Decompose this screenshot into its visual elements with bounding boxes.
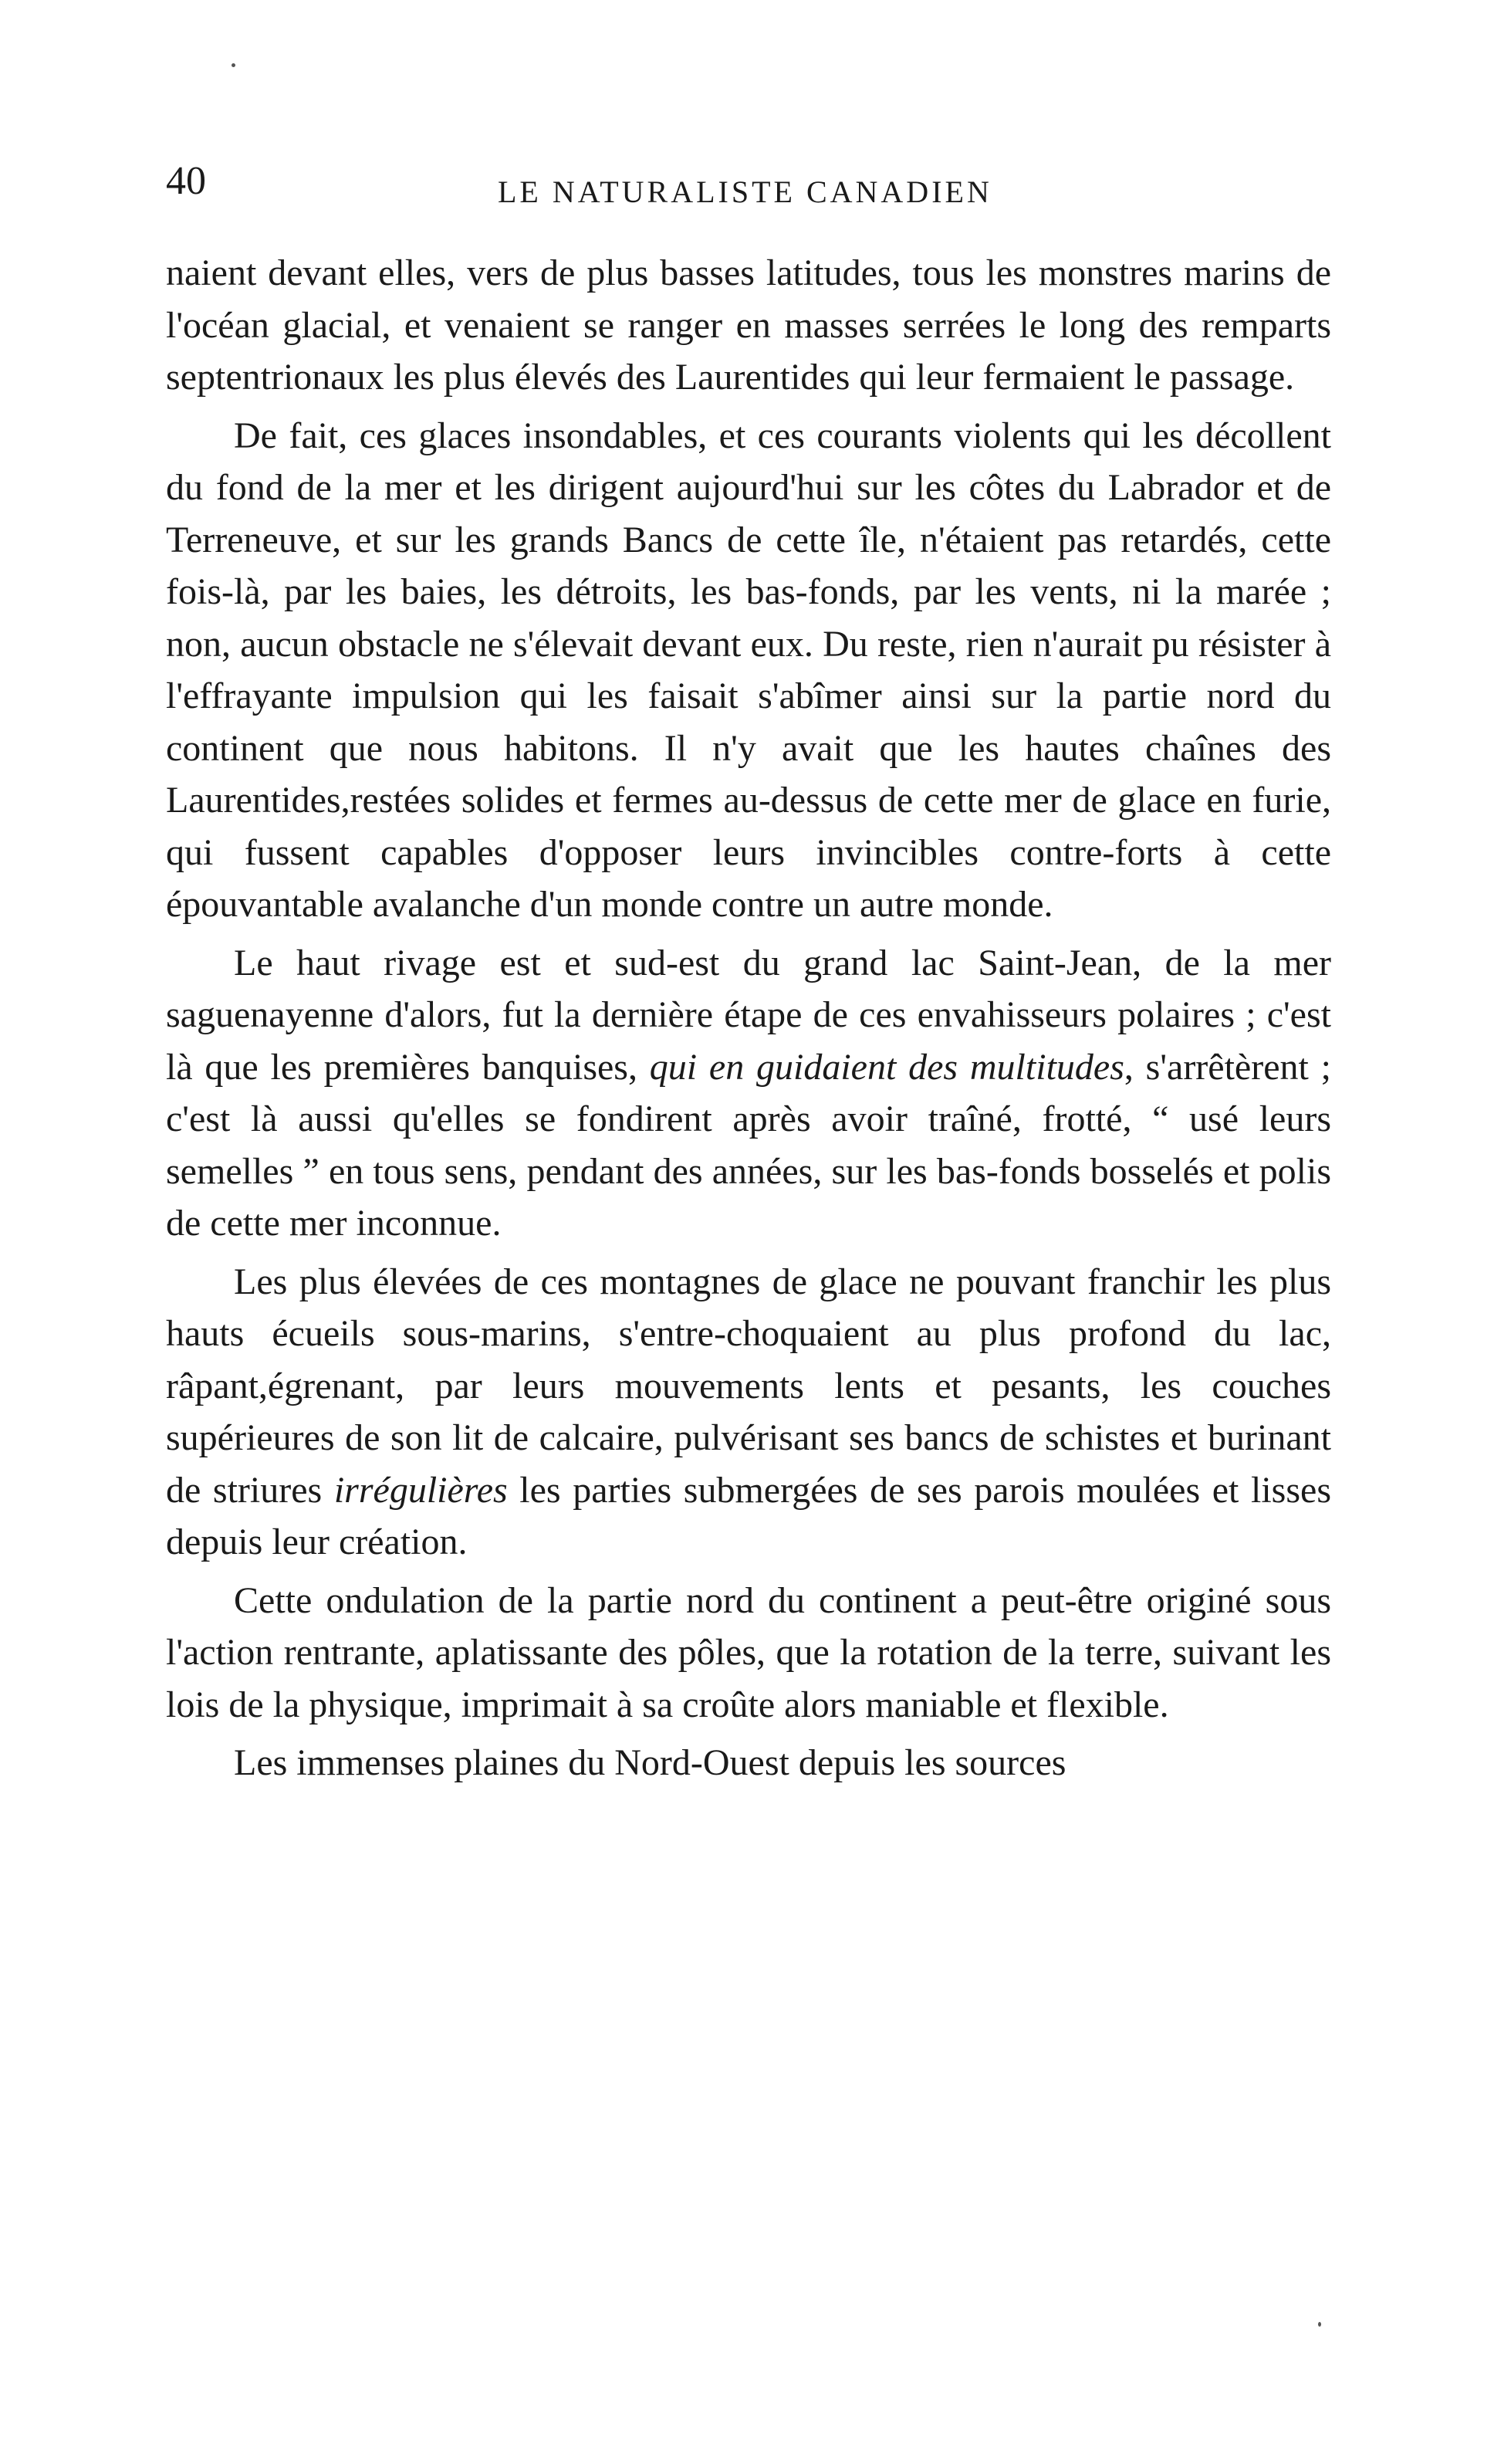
paragraph-text: De fait, ces glaces insondables, et ces courants violents qui les décollent du fond de la mer et les dirigent aujourd'hui sur les côtes du Labrador et de Terreneuve, et sur les grands Bancs de cette île, n'étaient pas retardés, cette fois-là, par les baies, les détroits, les bas-fonds, par les vents, ni la marée ; non, aucun obstacle ne s'élevait devant eux. Du reste, rien n'aurait pu résister à l'effrayante impulsion qui les faisait s'abîmer ainsi sur la partie nord du continent que nous habitons. Il n'y avait que les hautes chaînes des Laurentides,restées solides et fermes au-dessus de cette mer de glace en furie, qui fussent capables d'opposer leurs invincibles contre-forts à cette épouvantable avalanche d'un monde contre un autre monde. <box>166 415 1331 925</box>
paragraph-text: Cette ondulation de la partie nord du continent a peut-être originé sous l'action rentrante, aplatissante des pôles, que la rotation de la terre, suivant les lois de la physique, imprimait à sa croûte alors maniable et flexible. <box>166 1579 1331 1725</box>
paragraph-text: Les immenses plaines du Nord-Ouest depuis les sources <box>234 1742 1066 1783</box>
paragraph <box>166 410 1331 931</box>
italic-text: qui en guidaient des multitudes <box>649 1046 1124 1088</box>
paragraph <box>166 1575 1331 1731</box>
paragraph-text: , s'arrêtèrent ; c'est là aussi qu'elles se fondirent après avoir traîné, frotté, “ usé leurs semelles ” en tous sens, pendant des années, sur les bas-fonds bosselés et polis de cette mer inconnue. <box>166 1046 1331 1244</box>
paper-speck <box>1318 2322 1321 2327</box>
paragraph-text: les parties submergées de ses parois moulées et lisses depuis leur création. <box>166 1469 1332 1562</box>
paragraph-text: Le haut rivage est et sud-est du grand lac Saint-Jean, de la mer saguenayenne d'alors, fut la dernière étape de ces envahisseurs polaires ; c'est là que les premières banquises, <box>166 942 1331 1088</box>
paragraph <box>166 1256 1331 1569</box>
running-head: LE NATURALISTE CANADIEN <box>498 174 992 209</box>
paragraph-text: Les plus élevées de ces montagnes de glace ne pouvant franchir les plus hauts écueils sous-marins, s'entre-choquaient au plus profond du lac, râpant,égrenant, par leurs mouvements lents et pesants, les couches supérieures de son lit de calcaire, pulvérisant ses bancs de schistes et burinant de striures <box>166 1261 1331 1511</box>
italic-text: irrégulières <box>333 1469 508 1511</box>
body-text <box>166 247 1331 1796</box>
paper-speck <box>232 63 235 67</box>
page-number: 40 <box>166 159 206 203</box>
paragraph <box>166 247 1331 404</box>
paragraph <box>166 937 1331 1250</box>
page-header <box>166 158 1331 220</box>
paragraph <box>166 1737 1331 1789</box>
paragraph-text: naient devant elles, vers de plus basses latitudes, tous les monstres marins de l'océan glacial, et venaient se ranger en masses serrées le long des remparts septentrionaux les plus élevés des Laurentides qui leur fermaient le passage. <box>166 252 1331 398</box>
